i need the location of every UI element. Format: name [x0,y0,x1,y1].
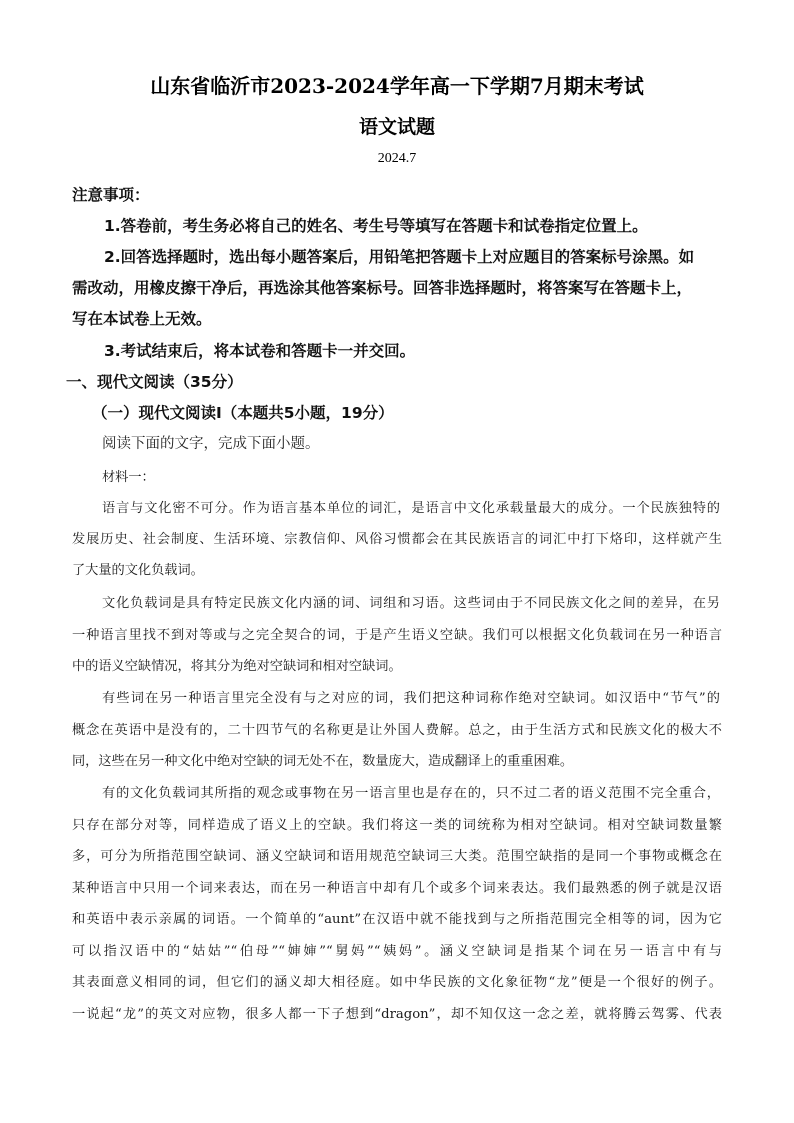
notice-item-2-end: 写在本试卷上无效。 [72,310,212,328]
passage-line: 一种语言里找不到对等或与之完全契合的词，于是产生语义空缺。我们可以根据文化负载词在另一种语言 [72,628,722,643]
passage-line: 其表面意义相同的词，但它们的涵义却大相径庭。如中华民族的文化象征物“龙”便是一个很好的例子。 [72,975,722,990]
passage-line: 有些词在另一种语言里完全没有与之对应的词，我们把这种词称作绝对空缺词。如汉语中“节气”的 [102,691,720,706]
reading-instruction: 阅读下面的文字，完成下面小题。 [102,436,320,452]
exam-date: 2024.7 [377,151,417,166]
passage-line: 了大量的文化负载词。 [72,563,204,578]
passage-line: 多，可分为所指范围空缺词、涵义空缺词和语用规范空缺词三大类。范围空缺指的是同一个事物或概念在 [72,849,722,864]
section-subheading: （一）现代文阅读Ⅰ（本题共5小题，19分） [92,404,394,422]
passage-line: 中的语义空缺情况，将其分为绝对空缺词和相对空缺词。 [72,659,402,674]
passage-line: 文化负载词是具有特定民族文化内涵的词、词组和习语。这些词由于不同民族文化之间的差异，在另 [102,596,720,611]
passage-line: 有的文化负载词其所指的观念或事物在另一语言里也是存在的，只不过二者的语义范围不完全重合， [102,786,720,801]
passage-line: 发展历史、社会制度、生活环境、宗教信仰、风俗习惯都会在其民族语言的词汇中打下烙印，这样就产生 [72,532,722,547]
section-heading: 一、现代文阅读（35分） [66,373,243,391]
notice-item-1: 1.答卷前，考生务必将自己的姓名、考生号等填写在答题卡和试卷指定位置上。 [104,217,648,235]
passage-line: 概念在英语中是没有的，二十四节气的名称更是让外国人费解。总之，由于生活方式和民族文化的极大不 [72,723,722,738]
passage-line: 只存在部分对等，同样造成了语义上的空缺。我们将这一类的词统称为相对空缺词。相对空缺词数量繁 [72,818,722,833]
passage-line: 语言与文化密不可分。作为语言基本单位的词汇，是语言中文化承载量最大的成分。一个民族独特的 [102,501,720,516]
notice-heading: 注意事项： [72,186,150,204]
notice-item-2: 2.回答选择题时，选出每小题答案后，用铅笔把答题卡上对应题目的答案标号涂黑。如 [104,248,695,266]
passage-line: 一说起“龙”的英文对应物，很多人都一下子想到“dragon”，却不知仅这一念之差，就将腾云驾雾、代表 [72,1007,722,1022]
passage-line: 同，这些在另一种文化中绝对空缺的词无处不在，数量庞大，造成翻译上的重重困难。 [72,754,574,769]
passage-line: 某种语言中只用一个词来表达，而在另一种语言中却有几个或多个词来表达。我们最熟悉的例子就是汉语 [72,881,722,896]
exam-subtitle: 语文试题 [358,116,435,138]
passage-line: 可以指汉语中的“姑姑”“伯母”“婶婶”“舅妈”“姨妈”。涵义空缺词是指某个词在另一语言中有与 [72,944,722,959]
notice-item-3: 3.考试结束后，将本试卷和答题卡一并交回。 [104,342,416,360]
material-label: 材料一： [102,470,155,485]
passage-line: 和英语中表示亲属的词语。一个简单的“aunt”在汉语中就不能找到与之所指范围完全相等的词，因为它 [72,912,722,927]
notice-item-2-cont: 需改动，用橡皮擦干净后，再选涂其他答案标号。回答非选择题时，将答案写在答题卡上， [72,279,693,297]
exam-title: 山东省临沂市2023-2024学年高一下学期7月期末考试 [150,74,644,98]
